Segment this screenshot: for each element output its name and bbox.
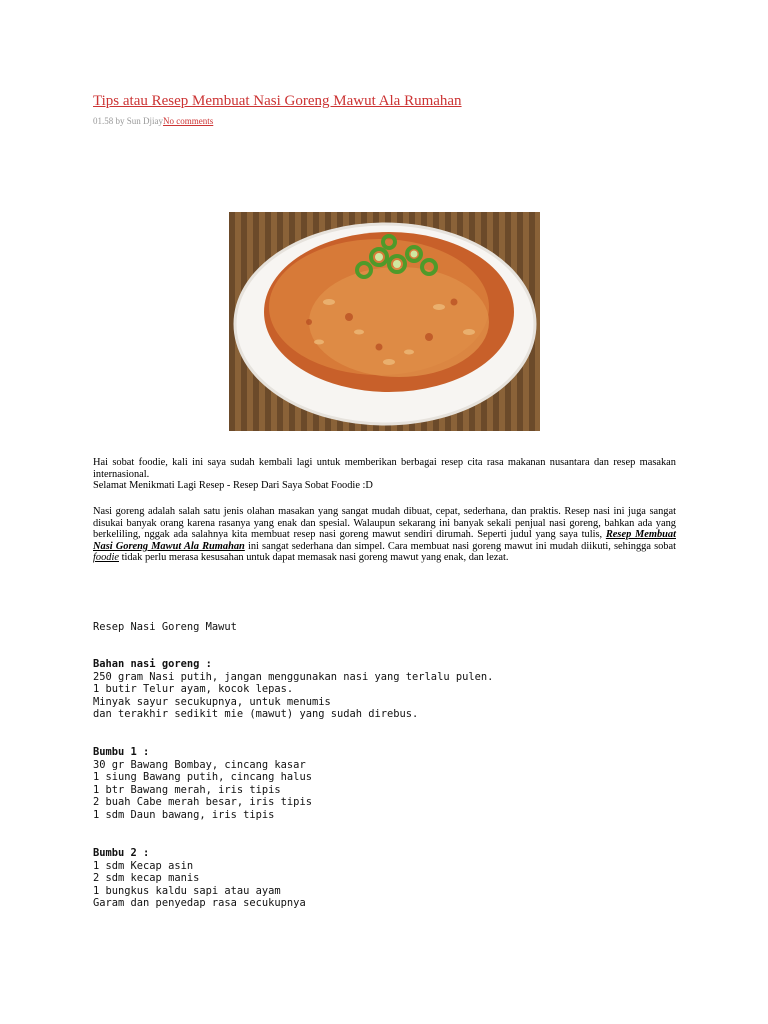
bumbu2-item: 2 sdm kecap manis	[93, 872, 200, 885]
post-meta	[93, 116, 213, 126]
bumbu2-item: 1 bungkus kaldu sapi atau ayam	[93, 884, 281, 897]
bahan-item: 1 butir Telur ayam, kocok lepas.	[93, 683, 294, 696]
bahan-item: dan terakhir sedikit mie (mawut) yang sudah direbus.	[93, 708, 419, 721]
comments-link[interactable]: No comments	[163, 116, 214, 126]
body-text-b: ini sangat sederhana dan simpel. Cara membuat nasi goreng mawut ini mudah diikuti, sehingga sobat	[244, 540, 676, 552]
bumbu1-item: 1 sdm Daun bawang, iris tipis	[93, 808, 275, 821]
bumbu2-title: Bumbu 2 :	[93, 847, 150, 859]
bahan-item: Minyak sayur secukupnya, untuk menumis	[93, 695, 331, 708]
post-title-link[interactable]: Tips atau Resep Membuat Nasi Goreng Mawut Ala Rumahan	[93, 93, 462, 109]
foodie-link[interactable]: foodie	[93, 552, 119, 564]
body-text-a: Nasi goreng adalah salah satu jenis olahan masakan yang sangat mudah dibuat, cepat, sederhana, dan praktis. Resep nasi ini juga sangat disukai banyak orang karena rasanya yang enak dan spesial. Walaupun sekarang ini banyak sekali penjual nasi goreng, bahkan ada yang berkeliling, nggak ada salahnya kita membuat resep nasi goreng mawut sendiri dirumah. Seperti judul yang saya tulis,	[93, 506, 676, 541]
bumbu1-item: 1 btr Bawang merah, iris tipis	[93, 783, 281, 796]
recipe-link[interactable]: Resep Membuat Nasi Goreng Mawut Ala Rumahan	[93, 529, 676, 552]
bahan-title: Bahan nasi goreng :	[93, 658, 212, 670]
bumbu1-item: 2 buah Cabe merah besar, iris tipis	[93, 796, 312, 809]
recipe-heading: Resep Nasi Goreng Mawut	[93, 621, 237, 633]
bumbu2-item: Garam dan penyedap rasa secukupnya	[93, 897, 306, 910]
body-text-c: tidak perlu merasa kesusahan untuk dapat memasak nasi goreng mawut yang enak, dan lezat.	[118, 552, 509, 564]
bumbu2-item: 1 sdm Kecap asin	[93, 859, 194, 872]
bahan-section	[93, 658, 493, 721]
food-photo	[229, 212, 540, 431]
intro-line-1: Hai sobat foodie, kali ini saya sudah kembali lagi untuk memberikan berbagai resep cita rasa makanan nusantara dan resep masakan internasional.	[93, 457, 676, 480]
bumbu1-section	[93, 746, 312, 822]
post-time-author: 01.58 by Sun Djiay	[93, 116, 164, 126]
intro-paragraph	[93, 457, 676, 492]
bumbu2-section	[93, 847, 306, 910]
bumbu1-item: 30 gr Bawang Bombay, cincang kasar	[93, 758, 306, 771]
bumbu1-title: Bumbu 1 :	[93, 746, 150, 758]
body-paragraph	[93, 506, 676, 564]
intro-line-2: Selamat Menikmati Lagi Resep - Resep Dari Saya Sobat Foodie :D	[93, 480, 373, 492]
bahan-item: 250 gram Nasi putih, jangan menggunakan nasi yang terlalu pulen.	[93, 670, 494, 683]
bumbu1-item: 1 siung Bawang putih, cincang halus	[93, 771, 312, 784]
